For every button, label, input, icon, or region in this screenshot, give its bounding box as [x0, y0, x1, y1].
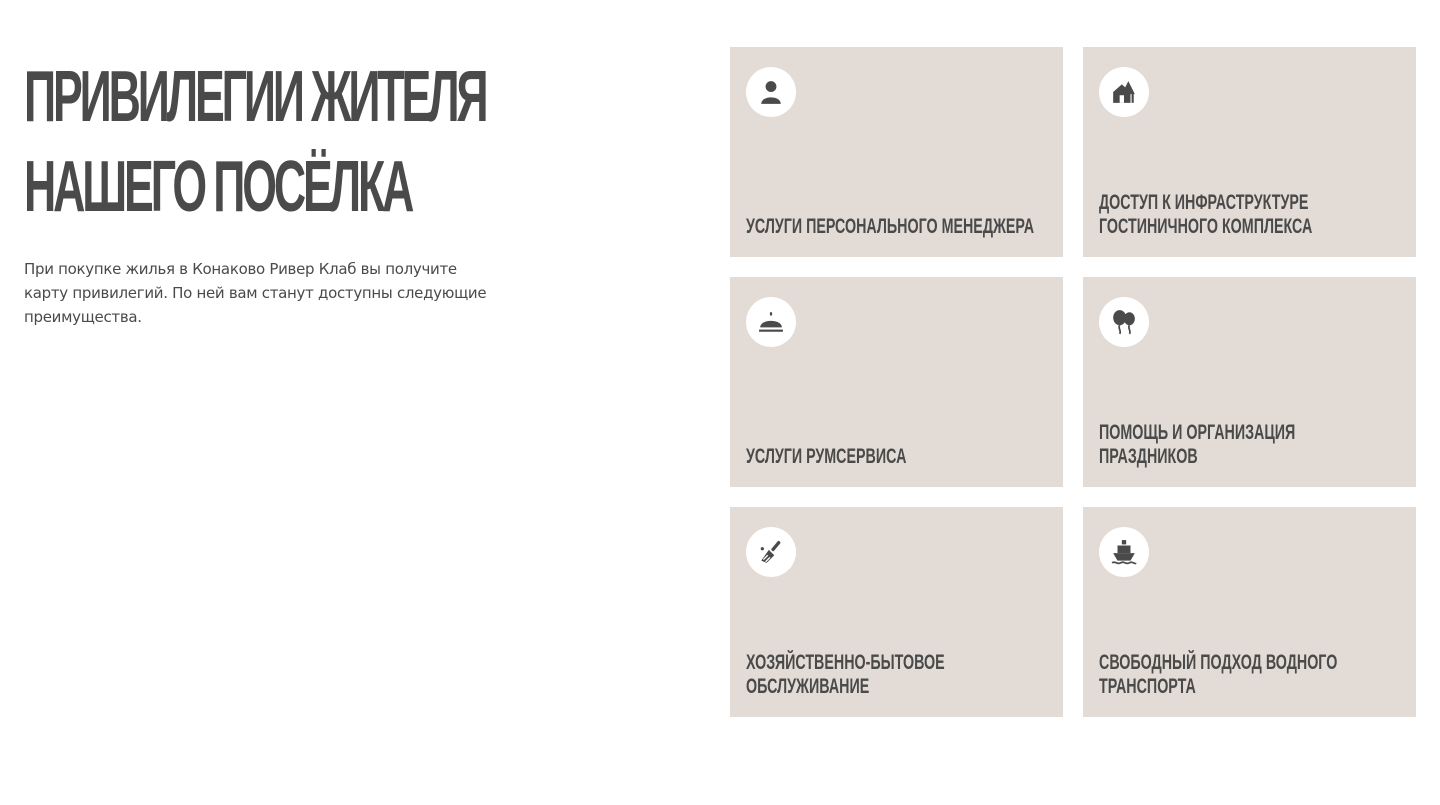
person-icon	[758, 79, 784, 105]
privilege-card-label: УСЛУГИ РУМСЕРВИСА	[746, 445, 907, 468]
privilege-card-manager	[730, 47, 1063, 257]
page-title-line-1: ПРИВИЛЕГИИ ЖИТЕЛЯ	[24, 57, 486, 137]
privilege-card-roomservice	[730, 277, 1063, 487]
icon-badge	[1099, 297, 1149, 347]
intro-description: При покупке жилья в Конаково Ривер Клаб вы получите карту привилегий. По ней вам станут доступны следующие преимущества.	[24, 260, 487, 326]
privilege-card-label: ХОЗЯЙСТВЕННО-БЫТОВОЕ ОБСЛУЖИВАНИЕ	[746, 651, 945, 698]
privilege-card-label: ПОМОЩЬ И ОРГАНИЗАЦИЯ ПРАЗДНИКОВ	[1099, 421, 1296, 468]
page-title-line-2: НАШЕГО ПОСЁЛКА	[24, 147, 412, 227]
privilege-card-housekeeping	[730, 507, 1063, 717]
privileges-grid	[730, 47, 1416, 717]
privilege-card-water-transport	[1083, 507, 1416, 717]
icon-badge	[746, 527, 796, 577]
privilege-card-label: СВОБОДНЫЙ ПОДХОД ВОДНОГО ТРАНСПОРТА	[1099, 651, 1338, 698]
icon-badge	[746, 67, 796, 117]
balloons-icon	[1111, 309, 1137, 335]
house-tree-icon	[1111, 79, 1137, 105]
icon-badge	[746, 297, 796, 347]
broom-icon	[758, 539, 784, 565]
privilege-card-label: ДОСТУП К ИНФРАСТРУКТУРЕ ГОСТИНИЧНОГО КОМПЛЕКСА	[1099, 191, 1313, 238]
icon-badge	[1099, 527, 1149, 577]
privilege-card-celebrations	[1083, 277, 1416, 487]
privilege-card-infrastructure	[1083, 47, 1416, 257]
room-service-bell-icon	[758, 309, 784, 335]
icon-badge	[1099, 67, 1149, 117]
boat-icon	[1111, 539, 1137, 565]
page-title	[24, 52, 486, 232]
intro-section	[24, 52, 504, 232]
privilege-card-label: УСЛУГИ ПЕРСОНАЛЬНОГО МЕНЕДЖЕРА	[746, 215, 1035, 238]
